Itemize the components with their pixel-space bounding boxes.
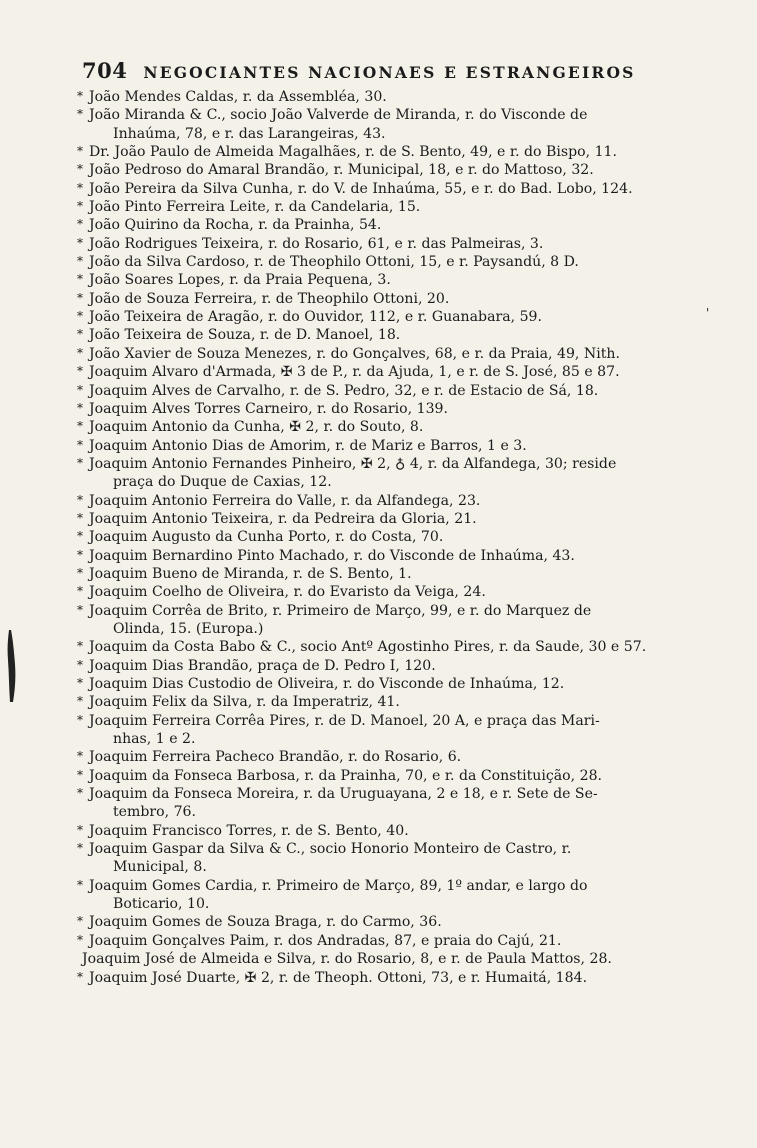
- asterisk-mark: *: [77, 107, 83, 122]
- directory-entry: [70, 547, 742, 565]
- asterisk-mark: *: [77, 400, 83, 415]
- asterisk-mark: *: [77, 455, 83, 470]
- directory-entry: [70, 675, 742, 693]
- asterisk-mark: *: [77, 382, 83, 397]
- asterisk-mark: *: [77, 914, 83, 929]
- entry-line: Joaquim José de Almeida e Silva, r. do Rosario, 8, e r. de Paula Mattos, 28.: [82, 951, 612, 968]
- asterisk-mark: *: [77, 290, 83, 305]
- asterisk-mark: *: [77, 565, 83, 580]
- asterisk-mark: *: [77, 969, 83, 984]
- margin-tick: ': [706, 306, 710, 320]
- directory-entry: [70, 969, 742, 987]
- directory-entry: [70, 840, 742, 877]
- directory-entry: [70, 271, 742, 289]
- asterisk-mark: *: [77, 144, 83, 159]
- asterisk-mark: *: [77, 492, 83, 507]
- entry-continuation-line: Olinda, 15. (Europa.): [113, 620, 264, 637]
- entry-line: Joaquim Gomes Cardia, r. Primeiro de Março, 89, 1º andar, e largo do: [89, 877, 588, 894]
- asterisk-mark: *: [77, 676, 83, 690]
- directory-entry: [70, 877, 742, 914]
- directory-entry: [70, 363, 742, 381]
- entry-line: Joaquim Bueno de Miranda, r. de S. Bento, 1.: [89, 565, 412, 582]
- asterisk-mark: *: [77, 767, 83, 782]
- directory-entry: [70, 326, 742, 344]
- entry-line: João Teixeira de Aragão, r. do Ouvidor, 112, e r. Guanabara, 59.: [89, 309, 542, 326]
- entry-line: João de Souza Ferreira, r. de Theophilo Ottoni, 20.: [89, 290, 450, 307]
- directory-entry: [70, 583, 742, 601]
- directory-entry: [70, 638, 742, 656]
- directory-entry: [70, 785, 742, 822]
- directory-entry: [70, 382, 742, 400]
- entry-line: João Quirino da Rocha, r. da Prainha, 54.: [89, 217, 382, 234]
- asterisk-mark: *: [77, 584, 83, 599]
- directory-entry: [70, 693, 742, 711]
- asterisk-mark: *: [77, 749, 83, 764]
- asterisk-mark: *: [77, 327, 83, 342]
- directory-entry: [70, 180, 742, 198]
- entry-line: Joaquim Dias Custodio de Oliveira, r. do Visconde de Inhaúma, 12.: [89, 676, 565, 692]
- directory-entry: [70, 198, 742, 216]
- directory-entry: [70, 143, 742, 161]
- directory-entry: [70, 437, 742, 455]
- directory-entry: [70, 565, 742, 583]
- entry-continuation-line: Municipal, 8.: [113, 859, 207, 876]
- entry-line: Joaquim Augusto da Cunha Porto, r. do Costa, 70.: [89, 529, 444, 546]
- asterisk-mark: *: [77, 877, 83, 892]
- entry-line: Joaquim Alves de Carvalho, r. de S. Pedro, 32, e r. de Estacio de Sá, 18.: [89, 382, 599, 399]
- directory-entry: [70, 400, 742, 418]
- entry-line: Joaquim Bernardino Pinto Machado, r. do Visconde de Inhaúma, 43.: [89, 547, 575, 564]
- entry-line: Joaquim Alvaro d'Armada, ✠ 3 de P., r. da Ajuda, 1, e r. de S. José, 85 e 87.: [89, 364, 620, 381]
- entry-line: Joaquim Felix da Silva, r. da Imperatriz, 41.: [89, 694, 400, 711]
- entry-list: [70, 88, 742, 987]
- directory-entry: [70, 657, 742, 675]
- entry-continuation-line: Boticario, 10.: [113, 896, 210, 913]
- directory-entry: [70, 455, 742, 492]
- entry-line: Joaquim Coelho de Oliveira, r. do Evaristo da Veiga, 24.: [89, 584, 486, 601]
- entry-line: João Pinto Ferreira Leite, r. da Candelaria, 15.: [89, 199, 421, 216]
- asterisk-mark: *: [77, 254, 83, 269]
- entry-line: Dr. João Paulo de Almeida Magalhães, r. de S. Bento, 49, e r. do Bispo, 11.: [89, 144, 617, 161]
- entry-line: Joaquim Alves Torres Carneiro, r. do Rosario, 139.: [89, 400, 448, 417]
- asterisk-mark: *: [77, 235, 83, 250]
- directory-entry: [70, 950, 742, 968]
- entry-line: João Rodrigues Teixeira, r. do Rosario, 61, e r. das Palmeiras, 3.: [89, 235, 544, 252]
- asterisk-mark: *: [77, 529, 83, 544]
- running-title: NEGOCIANTES NACIONAES E ESTRANGEIROS: [143, 63, 636, 82]
- asterisk-mark: *: [77, 180, 83, 195]
- entry-line: Joaquim Ferreira Pacheco Brandão, r. do Rosario, 6.: [89, 749, 462, 766]
- directory-entry: [70, 290, 742, 308]
- asterisk-mark: *: [77, 419, 83, 434]
- asterisk-mark: *: [77, 309, 83, 324]
- entry-line: João da Silva Cardoso, r. de Theophilo Ottoni, 15, e r. Paysandú, 8 D.: [89, 254, 579, 271]
- entry-line: Joaquim José Duarte, ✠ 2, r. de Theoph. Ottoni, 73, e r. Humaitá, 184.: [89, 969, 588, 986]
- asterisk-mark: *: [77, 712, 83, 727]
- entry-line: Joaquim Antonio Fernandes Pinheiro, ✠ 2, ♁ 4, r. da Alfandega, 30; reside: [89, 455, 617, 472]
- asterisk-mark: *: [77, 510, 83, 525]
- directory-entry: [70, 308, 742, 326]
- page-number: 704: [82, 58, 128, 83]
- directory-entry: [70, 748, 742, 766]
- entry-line: Joaquim Ferreira Corrêa Pires, r. de D. Manoel, 20 A, e praça das Mari-: [89, 712, 600, 729]
- entry-line: Joaquim Gomes de Souza Braga, r. do Carmo, 36.: [89, 914, 442, 931]
- entry-line: Joaquim Dias Brandão, praça de D. Pedro I, 120.: [89, 657, 436, 674]
- asterisk-mark: *: [77, 547, 83, 562]
- directory-entry: [70, 235, 742, 253]
- directory-entry: [70, 106, 742, 143]
- entry-line: Joaquim Corrêa de Brito, r. Primeiro de Março, 99, e r. do Marquez de: [89, 602, 592, 619]
- asterisk-mark: *: [77, 932, 83, 947]
- directory-entry: [70, 602, 742, 639]
- entry-continuation-line: Inhaúma, 78, e r. das Larangeiras, 43.: [113, 125, 386, 142]
- entry-continuation-line: tembro, 76.: [113, 804, 196, 821]
- directory-entry: [70, 932, 742, 950]
- asterisk-mark: *: [77, 786, 83, 801]
- asterisk-mark: *: [77, 694, 83, 709]
- asterisk-mark: *: [77, 364, 83, 379]
- asterisk-mark: *: [77, 272, 83, 287]
- asterisk-mark: *: [77, 345, 83, 360]
- directory-entry: [70, 253, 742, 271]
- entry-line: Joaquim Gaspar da Silva & C., socio Honorio Monteiro de Castro, r.: [89, 841, 572, 858]
- directory-entry: [70, 88, 742, 106]
- directory-entry: [70, 767, 742, 785]
- page-header: [82, 58, 742, 86]
- asterisk-mark: *: [77, 657, 83, 672]
- asterisk-mark: *: [77, 841, 83, 856]
- directory-entry: [70, 528, 742, 546]
- entry-line: Joaquim da Fonseca Barbosa, r. da Prainha, 70, e r. da Constituição, 28.: [89, 767, 603, 784]
- directory-entry: [70, 161, 742, 179]
- entry-line: Joaquim Antonio Ferreira do Valle, r. da Alfandega, 23.: [89, 492, 481, 509]
- margin-ink-mark: [4, 628, 18, 704]
- directory-entry: [70, 492, 742, 510]
- directory-entry: [70, 822, 742, 840]
- asterisk-mark: *: [77, 162, 83, 177]
- asterisk-mark: *: [77, 217, 83, 232]
- asterisk-mark: *: [77, 89, 83, 103]
- entry-line: João Teixeira de Souza, r. de D. Manoel, 18.: [89, 327, 401, 344]
- entry-line: Joaquim Antonio da Cunha, ✠ 2, r. do Souto, 8.: [89, 419, 424, 436]
- directory-entry: [70, 913, 742, 931]
- entry-line: João Pedroso do Amaral Brandão, r. Municipal, 18, e r. do Mattoso, 32.: [89, 162, 594, 179]
- entry-line: João Soares Lopes, r. da Praia Pequena, 3.: [89, 272, 391, 289]
- asterisk-mark: *: [77, 639, 83, 654]
- entry-continuation-line: praça do Duque de Caxias, 12.: [113, 474, 332, 491]
- entry-line: João Pereira da Silva Cunha, r. do V. de Inhaúma, 55, e r. do Bad. Lobo, 124.: [89, 180, 633, 197]
- entry-line: João Xavier de Souza Menezes, r. do Gonçalves, 68, e r. da Praia, 49, Nith.: [89, 345, 620, 362]
- entry-line: Joaquim Francisco Torres, r. de S. Bento, 40.: [89, 822, 409, 839]
- asterisk-mark: *: [77, 199, 83, 214]
- entry-line: Joaquim Antonio Teixeira, r. da Pedreira da Gloria, 21.: [89, 510, 477, 527]
- directory-entry: [70, 418, 742, 436]
- directory-entry: [70, 510, 742, 528]
- directory-entry: [70, 216, 742, 234]
- asterisk-mark: *: [77, 437, 83, 452]
- directory-entry: [70, 345, 742, 363]
- entry-line: João Mendes Caldas, r. da Assembléa, 30.: [89, 89, 387, 105]
- entry-continuation-line: nhas, 1 e 2.: [113, 731, 196, 748]
- entry-line: Joaquim Gonçalves Paim, r. dos Andradas, 87, e praia do Cajú, 21.: [89, 932, 562, 949]
- entry-line: Joaquim da Fonseca Moreira, r. da Uruguayana, 2 e 18, e r. Sete de Se-: [89, 786, 598, 803]
- asterisk-mark: *: [77, 822, 83, 837]
- entry-line: Joaquim da Costa Babo & C., socio Antº Agostinho Pires, r. da Saude, 30 e 57.: [89, 639, 647, 656]
- entry-line: Joaquim Antonio Dias de Amorim, r. de Mariz e Barros, 1 e 3.: [89, 437, 527, 454]
- entry-line: João Miranda & C., socio João Valverde de Miranda, r. do Visconde de: [89, 107, 588, 124]
- directory-entry: [70, 712, 742, 749]
- asterisk-mark: *: [77, 602, 83, 617]
